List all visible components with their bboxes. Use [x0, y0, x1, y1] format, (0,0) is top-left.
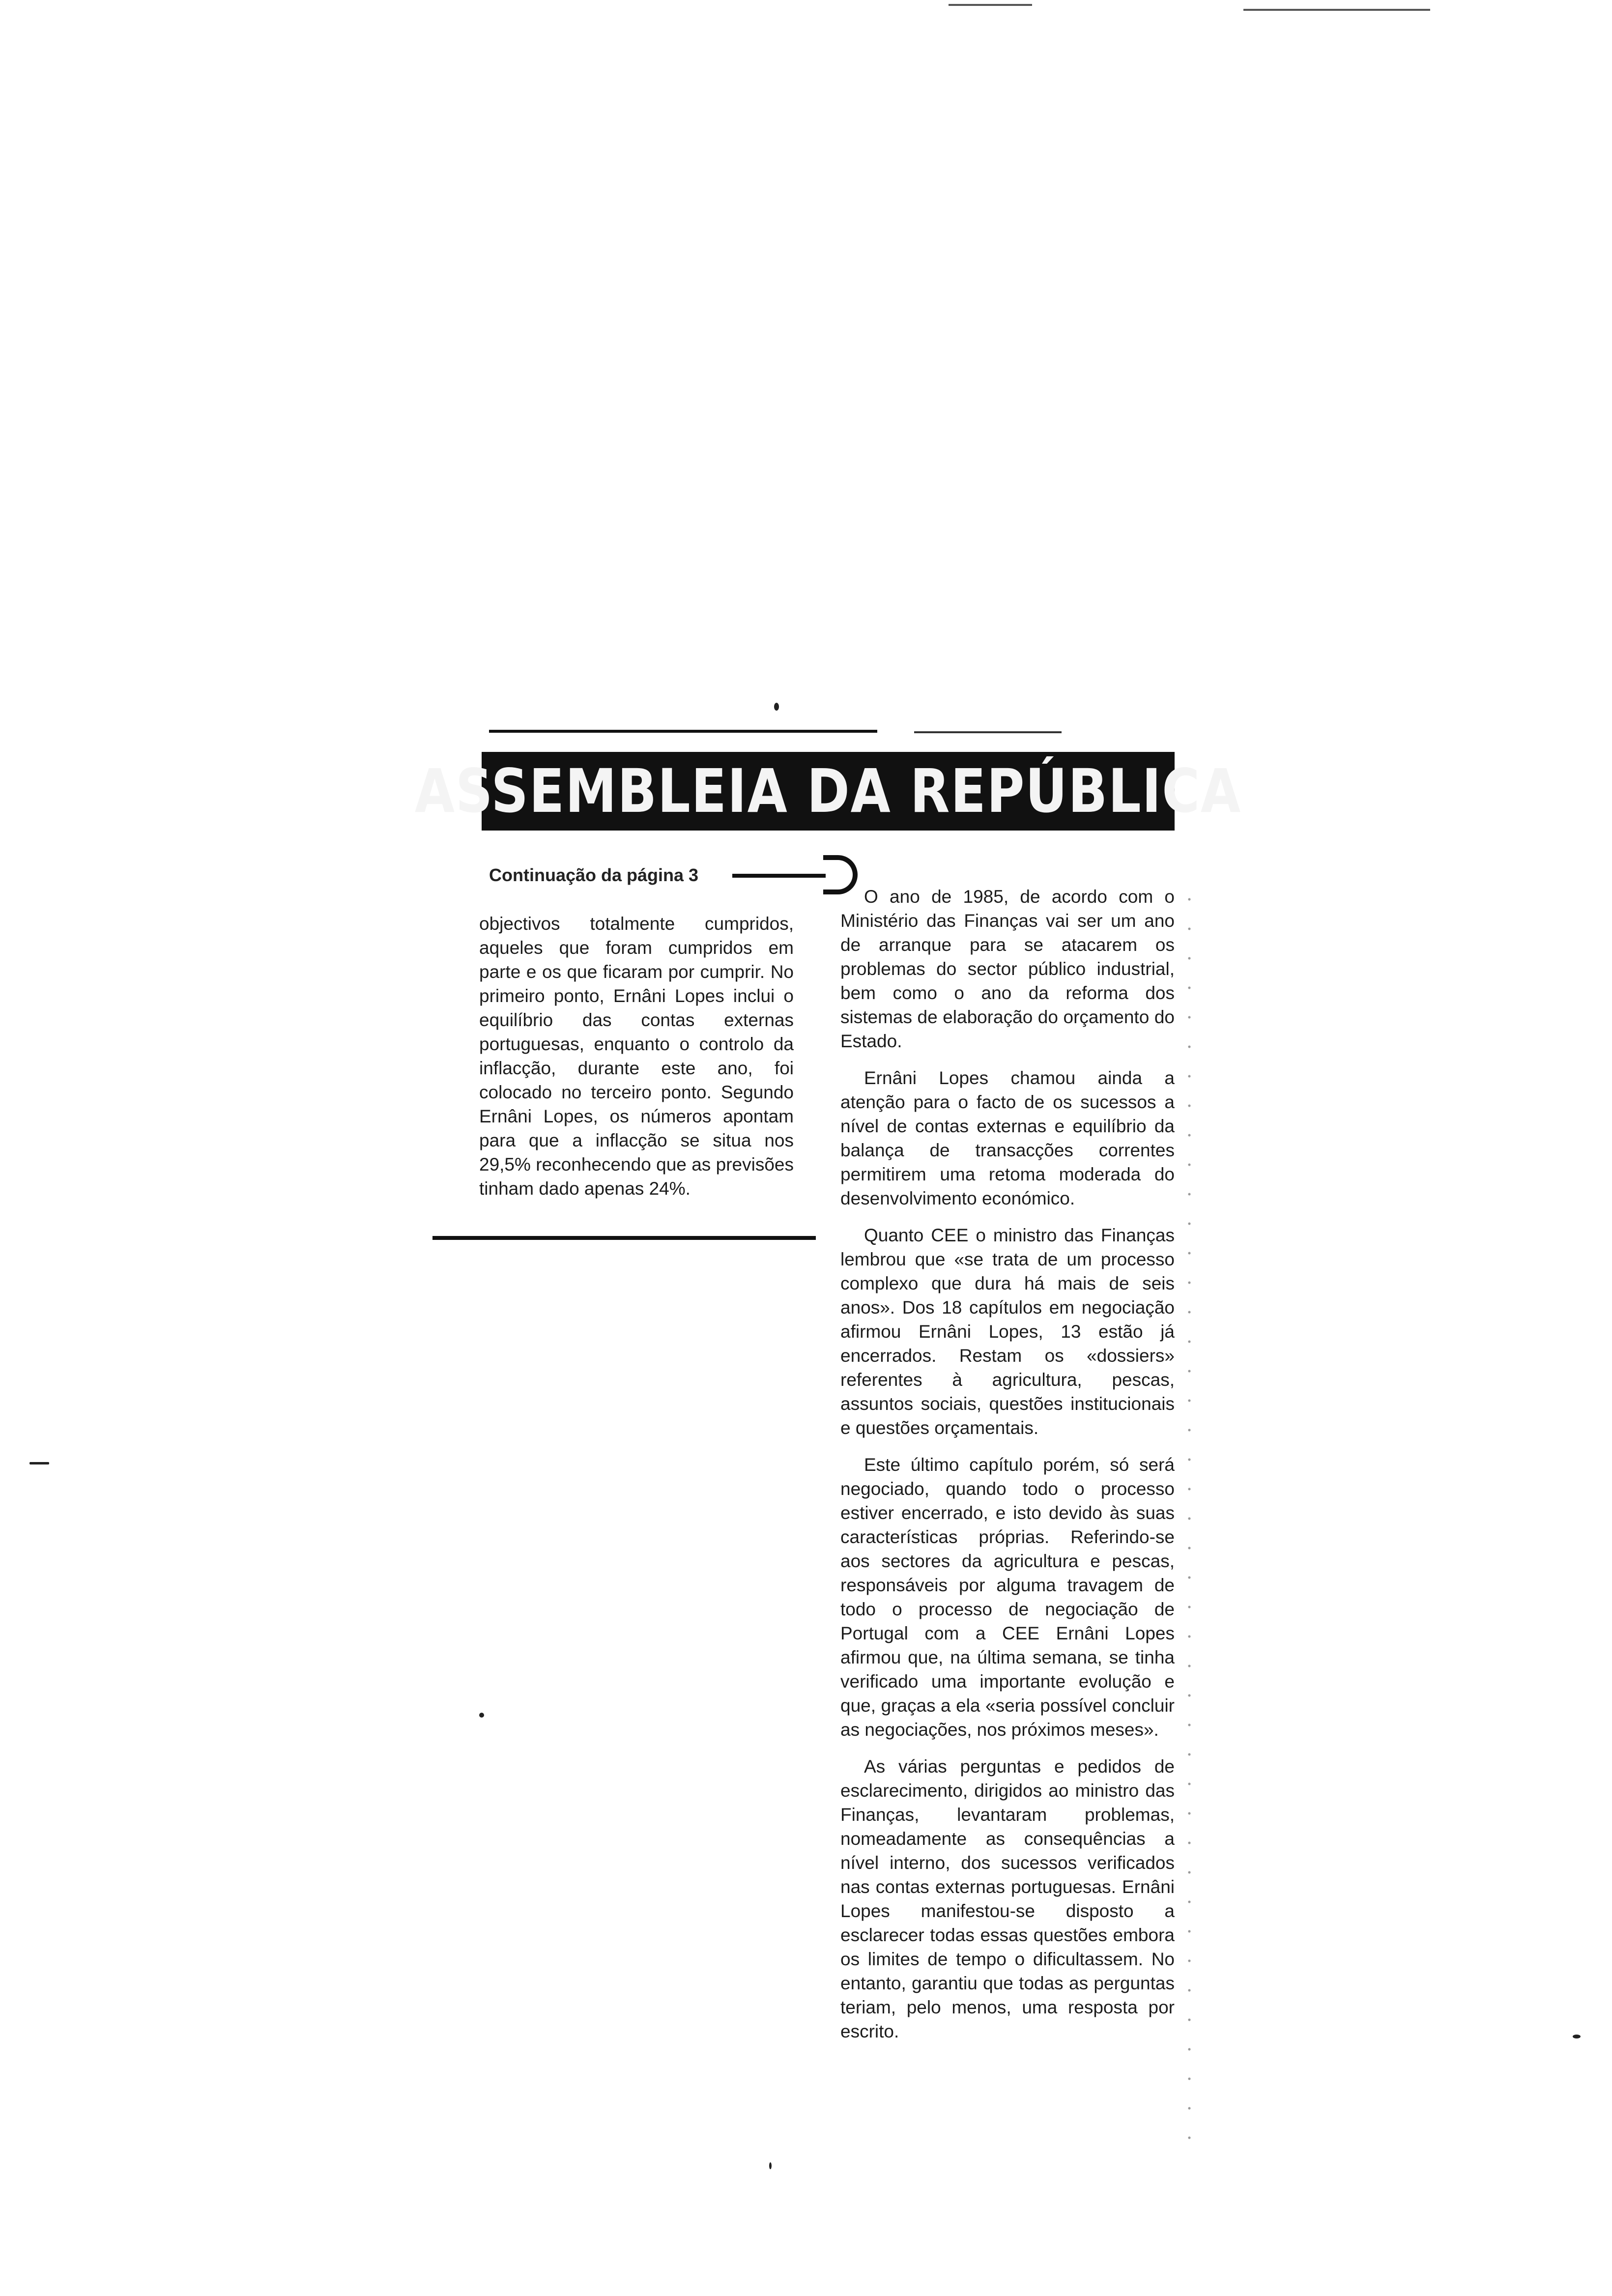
paragraph: As várias perguntas e pedidos de esclarecimento, dirigidos ao ministro das Finanças, levantaram problemas, nomeadamente as consequências a nível interno, dos sucessos verificados nas contas externas portuguesas. Ernâni Lopes manifestou-se disposto a esclarecer todas essas questões embora os limites de tempo o dificultassem. No entanto, garantiu que todas as perguntas teriam, pelo menos, uma resposta por escrito. — [840, 1756, 1175, 2041]
continuation-label: Continuação da página 3 — [489, 865, 699, 885]
paragraph: O ano de 1985, de acordo com o Ministério das Finanças vai ser um ano de arranque para se atacarem os problemas do sector público industrial, bem como o ano da reforma dos sistemas de elaboração do orçamento do Estado. — [840, 887, 1175, 1051]
bottom-rule — [432, 1236, 816, 1240]
top-rule-dashed — [914, 731, 1062, 733]
paragraph: objectivos totalmente cumpridos, aqueles que foram cumpridos em parte e os que ficaram por cumprir. No primeiro ponto, Ernâni Lopes inclui o equilíbrio das contas externas portuguesas, enquanto o controlo da inflacção, durante este ano, foi colocado no terceiro ponto. Segundo Ernâni Lopes, os números apontam para que a inflacção se situa nos 29,5% reconhecendo que as previsões tinham dado apenas 24%. — [479, 914, 794, 1199]
right-column — [840, 885, 1175, 2056]
speck — [1573, 2035, 1581, 2038]
scan-mark-top-1 — [949, 4, 1032, 6]
headline: ASSEMBLEIA DA REPÚBLICA — [415, 756, 1241, 826]
headline-banner — [415, 752, 1241, 831]
paragraph: Este último capítulo porém, só será negociado, quando todo o processo estiver encerrado, e isto devido às suas características próprias. Referindo-se aos sectores da agricultura e pescas, responsáveis por alguma travagem de todo o processo de negociação de Portugal com a CEE Ernâni Lopes afirmou que, na última semana, se tinha verificado uma importante evolução e que, graças a ela «seria possível concluir as negociações, nos próximos meses». — [840, 1455, 1175, 1740]
scan-noise-dots — [1182, 885, 1197, 2143]
newspaper-clipping — [415, 722, 1241, 2148]
top-rule — [489, 730, 877, 733]
paragraph: Ernâni Lopes chamou ainda a atenção para o facto de os sucessos a nível de contas externas e equilíbrio da balança de transacções correntes permitirem uma retoma moderada do desenvolvimento económico. — [840, 1068, 1175, 1208]
continuation-arrow — [732, 874, 826, 878]
speck — [774, 703, 779, 711]
scan-mark-top-2 — [1243, 9, 1430, 11]
paragraph: Quanto CEE o ministro das Finanças lembrou que «se trata de um processo complexo que dura há mais de seis anos». Dos 18 capítulos em negociação afirmou Ernâni Lopes, 13 estão já encerrados. Restam os «dossiers» referentes à agricultura, pescas, assuntos sociais, questões institucionais e questões orçamentais. — [840, 1225, 1175, 1438]
speck — [769, 2162, 772, 2169]
speck — [29, 1462, 49, 1464]
left-column — [479, 912, 794, 1213]
